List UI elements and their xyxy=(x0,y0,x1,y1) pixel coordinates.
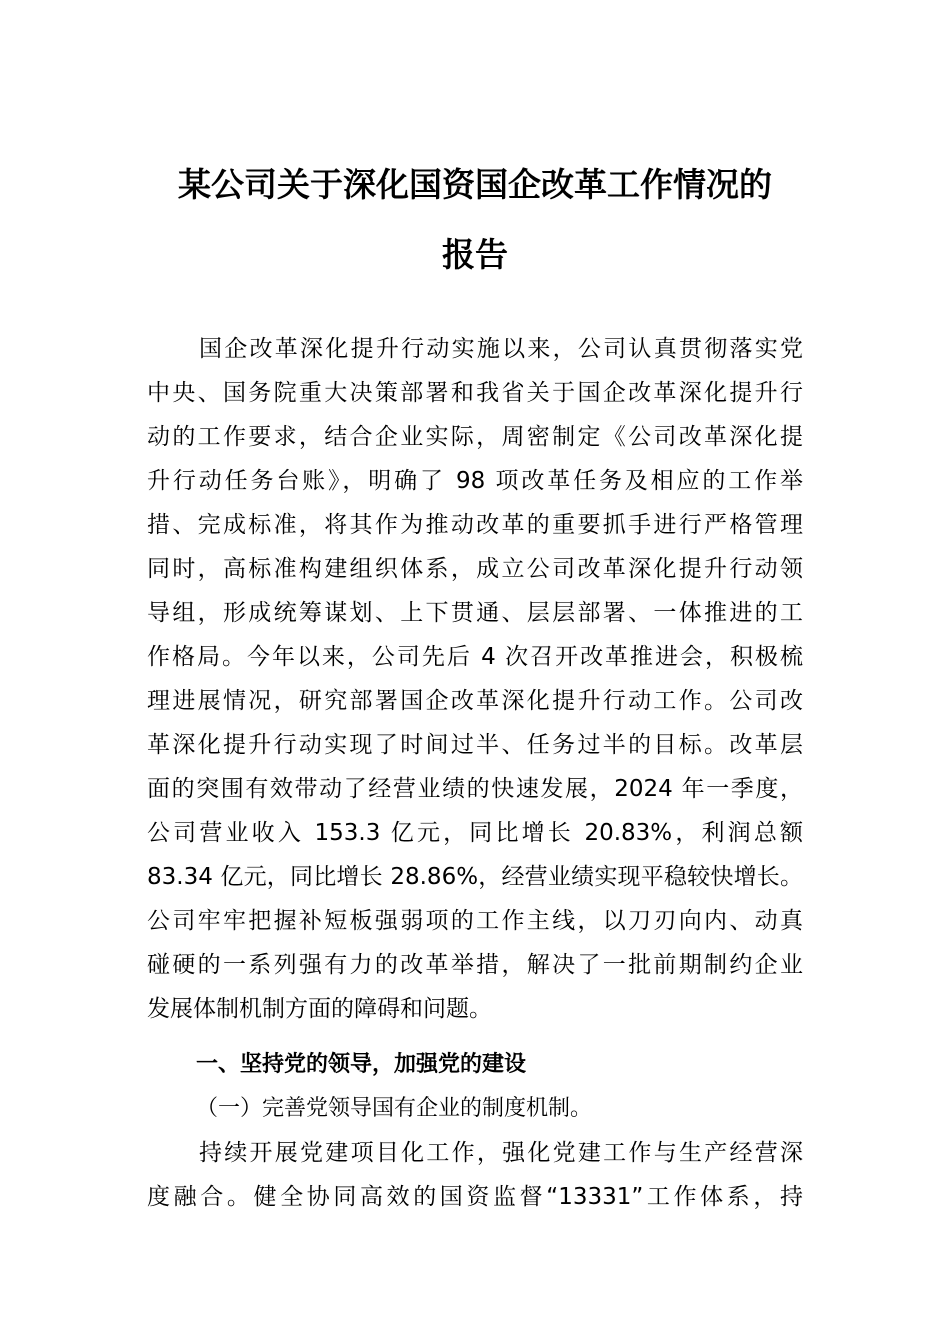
paragraph-line: 面的突围有效带动了经营业绩的快速发展，2024 年一季度， xyxy=(147,776,803,802)
paragraph-line: 理进展情况，研究部署国企改革深化提升行动工作。公司改 xyxy=(147,688,803,714)
document-title-line-1: 某公司关于深化国资国企改革工作情况的 xyxy=(178,165,772,204)
document-title-line-2: 报告 xyxy=(442,235,508,274)
paragraph-line: 作格局。今年以来，公司先后 4 次召开改革推进会，积极梳 xyxy=(147,644,803,670)
paragraph-line: 83.34 亿元，同比增长 28.86%，经营业绩实现平稳较快增长。 xyxy=(147,864,803,890)
paragraph-line: 措、完成标准，将其作为推动改革的重要抓手进行严格管理 xyxy=(147,512,803,538)
paragraph-line: 升行动任务台账》，明确了 98 项改革任务及相应的工作举 xyxy=(147,468,803,494)
subsection-heading: （一）完善党领导国有企业的制度机制。 xyxy=(196,1096,593,1121)
paragraph-line: 公司营业收入 153.3 亿元，同比增长 20.83%，利润总额 xyxy=(147,820,803,846)
paragraph-line: 碰硬的一系列强有力的改革举措，解决了一批前期制约企业 xyxy=(147,952,803,978)
paragraph-line: 公司牢牢把握补短板强弱项的工作主线，以刀刃向内、动真 xyxy=(147,908,803,934)
paragraph-line: 中央、国务院重大决策部署和我省关于国企改革深化提升行 xyxy=(147,380,803,406)
paragraph-line: 国企改革深化提升行动实施以来，公司认真贯彻落实党 xyxy=(199,336,803,362)
paragraph-line: 持续开展党建项目化工作，强化党建工作与生产经营深 xyxy=(199,1140,803,1166)
paragraph-line: 度融合。健全协同高效的国资监督“13331”工作体系，持 xyxy=(147,1184,803,1210)
section-heading: 一、坚持党的领导，加强党的建设 xyxy=(196,1052,527,1077)
paragraph-line: 发展体制机制方面的障碍和问题。 xyxy=(147,996,492,1022)
paragraph-line: 动的工作要求，结合企业实际，周密制定《公司改革深化提 xyxy=(147,424,803,450)
paragraph-line: 同时，高标准构建组织体系，成立公司改革深化提升行动领 xyxy=(147,556,803,582)
paragraph-line: 革深化提升行动实现了时间过半、任务过半的目标。改革层 xyxy=(147,732,803,758)
paragraph-line: 导组，形成统筹谋划、上下贯通、层层部署、一体推进的工 xyxy=(147,600,803,626)
